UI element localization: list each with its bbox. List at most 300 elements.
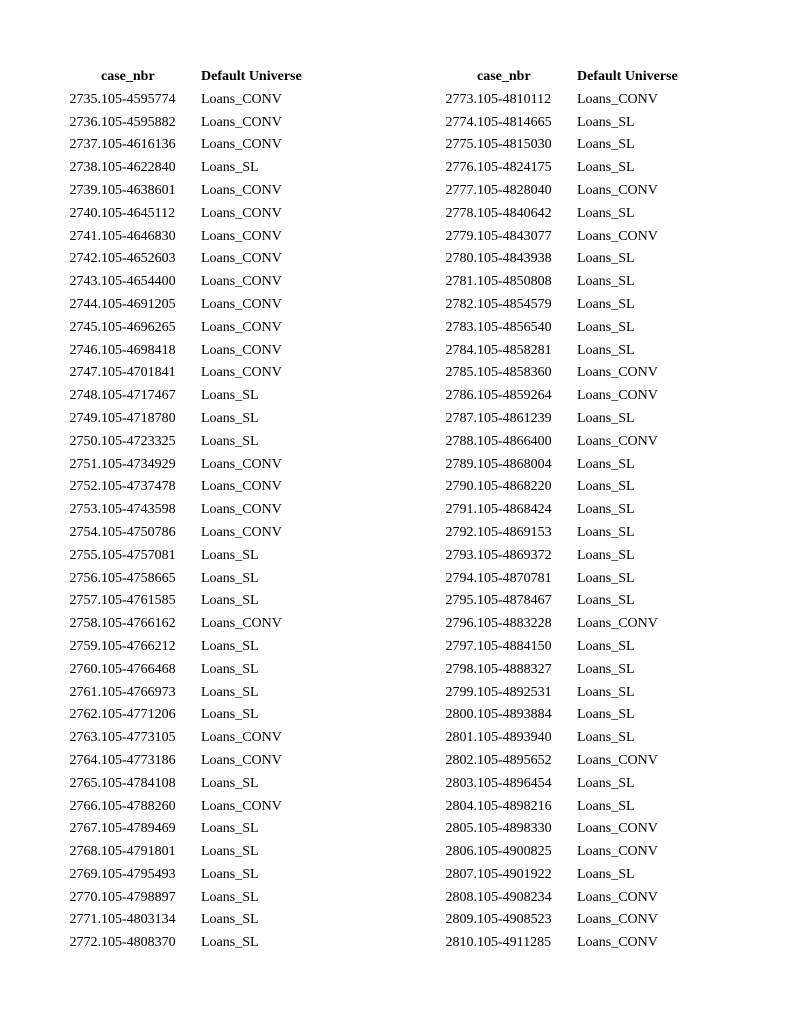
default-universe-cell: Loans_SL — [577, 205, 635, 221]
row-number: 2785. — [445, 365, 477, 381]
table-row — [431, 226, 757, 249]
row-number: 2761. — [69, 684, 101, 700]
default-universe-cell: Loans_SL — [201, 661, 259, 677]
table-row — [431, 112, 757, 135]
table-row — [55, 248, 381, 271]
default-universe-cell: Loans_SL — [577, 638, 635, 654]
case-nbr-cell: 105-4866400 — [477, 433, 552, 449]
default-universe-cell: Loans_CONV — [577, 388, 658, 404]
case-nbr-cell: 105-4734929 — [101, 456, 176, 472]
table-row — [55, 271, 381, 294]
table-row — [55, 157, 381, 180]
case-nbr-cell: 105-4766212 — [101, 638, 176, 654]
case-nbr-cell: 105-4718780 — [101, 410, 176, 426]
row-number: 2769. — [69, 866, 101, 882]
row-number: 2760. — [69, 661, 101, 677]
left-column — [55, 66, 381, 955]
case-nbr-cell: 105-4789469 — [101, 821, 176, 837]
table-row — [55, 590, 381, 613]
default-universe-cell: Loans_CONV — [577, 912, 658, 928]
case-nbr-header: case_nbr — [101, 69, 155, 84]
row-number: 2791. — [445, 502, 477, 518]
row-number: 2806. — [445, 844, 477, 860]
row-number: 2751. — [69, 456, 101, 472]
default-universe-cell: Loans_CONV — [577, 821, 658, 837]
row-number: 2802. — [445, 752, 477, 768]
row-number: 2794. — [445, 570, 477, 586]
default-universe-cell: Loans_CONV — [201, 205, 282, 221]
case-nbr-cell: 105-4888327 — [477, 661, 552, 677]
table-row — [55, 226, 381, 249]
table-row — [431, 796, 757, 819]
table-row — [55, 613, 381, 636]
table-row — [55, 317, 381, 340]
default-universe-cell: Loans_CONV — [201, 137, 282, 153]
case-nbr-cell: 105-4901922 — [477, 866, 552, 882]
row-number: 2754. — [69, 524, 101, 540]
table-row — [55, 408, 381, 431]
left-table-header — [55, 66, 381, 89]
row-number: 2772. — [69, 935, 101, 951]
row-number: 2798. — [445, 661, 477, 677]
row-number: 2795. — [445, 593, 477, 609]
row-number: 2767. — [69, 821, 101, 837]
default-universe-cell: Loans_SL — [201, 912, 259, 928]
default-universe-cell: Loans_SL — [577, 707, 635, 723]
table-row — [55, 385, 381, 408]
case-nbr-cell: 105-4900825 — [477, 844, 552, 860]
default-universe-cell: Loans_SL — [201, 388, 259, 404]
case-nbr-cell: 105-4892531 — [477, 684, 552, 700]
table-row — [431, 727, 757, 750]
default-universe-cell: Loans_CONV — [201, 274, 282, 290]
case-nbr-cell: 105-4723325 — [101, 433, 176, 449]
default-universe-cell: Loans_CONV — [201, 365, 282, 381]
default-universe-cell: Loans_CONV — [577, 182, 658, 198]
row-number: 2783. — [445, 319, 477, 335]
case-nbr-cell: 105-4766162 — [101, 616, 176, 632]
default-universe-cell: Loans_SL — [201, 570, 259, 586]
case-nbr-cell: 105-4868220 — [477, 479, 552, 495]
table-row — [431, 864, 757, 887]
table-row — [55, 750, 381, 773]
default-universe-cell: Loans_CONV — [577, 844, 658, 860]
case-nbr-cell: 105-4701841 — [101, 365, 176, 381]
default-universe-cell: Loans_CONV — [577, 616, 658, 632]
default-universe-cell: Loans_SL — [577, 342, 635, 358]
row-number: 2755. — [69, 547, 101, 563]
default-universe-cell: Loans_CONV — [577, 433, 658, 449]
table-row — [431, 613, 757, 636]
row-number: 2768. — [69, 844, 101, 860]
default-universe-cell: Loans_SL — [201, 684, 259, 700]
case-nbr-cell: 105-4808370 — [101, 935, 176, 951]
case-nbr-cell: 105-4868424 — [477, 502, 552, 518]
case-nbr-cell: 105-4854579 — [477, 296, 552, 312]
row-number: 2743. — [69, 274, 101, 290]
row-number: 2790. — [445, 479, 477, 495]
case-nbr-cell: 105-4788260 — [101, 798, 176, 814]
table-row — [55, 727, 381, 750]
case-nbr-cell: 105-4824175 — [477, 160, 552, 176]
row-number: 2810. — [445, 935, 477, 951]
table-row — [431, 568, 757, 591]
table-row — [55, 932, 381, 955]
row-number: 2781. — [445, 274, 477, 290]
case-nbr-cell: 105-4652603 — [101, 251, 176, 267]
table-row — [55, 659, 381, 682]
row-number: 2792. — [445, 524, 477, 540]
case-nbr-cell: 105-4893940 — [477, 730, 552, 746]
table-row — [431, 932, 757, 955]
row-number: 2771. — [69, 912, 101, 928]
case-nbr-cell: 105-4908234 — [477, 889, 552, 905]
default-universe-cell: Loans_SL — [577, 684, 635, 700]
default-universe-cell: Loans_SL — [201, 775, 259, 791]
table-row — [55, 522, 381, 545]
left-table — [55, 66, 381, 955]
right-column — [431, 66, 757, 955]
case-nbr-cell: 105-4622840 — [101, 160, 176, 176]
row-number: 2752. — [69, 479, 101, 495]
row-number: 2773. — [445, 91, 477, 107]
table-row — [55, 682, 381, 705]
table-row — [55, 180, 381, 203]
case-nbr-cell: 105-4791801 — [101, 844, 176, 860]
default-universe-cell: Loans_CONV — [577, 228, 658, 244]
table-row — [431, 887, 757, 910]
default-universe-cell: Loans_SL — [577, 502, 635, 518]
row-number: 2780. — [445, 251, 477, 267]
row-number: 2759. — [69, 638, 101, 654]
row-number-header — [55, 66, 101, 89]
right-table — [431, 66, 757, 955]
default-universe-cell: Loans_SL — [577, 296, 635, 312]
default-universe-cell: Loans_SL — [201, 160, 259, 176]
table-row — [431, 636, 757, 659]
row-number: 2777. — [445, 182, 477, 198]
row-number: 2807. — [445, 866, 477, 882]
row-number-header — [431, 66, 477, 89]
table-row — [55, 818, 381, 841]
default-universe-cell: Loans_SL — [577, 866, 635, 882]
case-nbr-cell: 105-4858360 — [477, 365, 552, 381]
table-row — [55, 454, 381, 477]
case-nbr-cell: 105-4911285 — [477, 935, 552, 951]
row-number: 2774. — [445, 114, 477, 130]
case-nbr-cell: 105-4893884 — [477, 707, 552, 723]
table-row — [431, 659, 757, 682]
case-nbr-cell: 105-4870781 — [477, 570, 552, 586]
case-nbr-cell: 105-4766468 — [101, 661, 176, 677]
default-universe-cell: Loans_SL — [201, 889, 259, 905]
case-nbr-cell: 105-4773105 — [101, 730, 176, 746]
default-universe-cell: Loans_SL — [201, 547, 259, 563]
case-nbr-cell: 105-4743598 — [101, 502, 176, 518]
table-row — [55, 499, 381, 522]
case-nbr-cell: 105-4646830 — [101, 228, 176, 244]
case-nbr-cell: 105-4696265 — [101, 319, 176, 335]
row-number: 2741. — [69, 228, 101, 244]
case-nbr-cell: 105-4784108 — [101, 775, 176, 791]
case-nbr-cell: 105-4868004 — [477, 456, 552, 472]
default-universe-header: Default Universe — [201, 69, 302, 84]
case-nbr-cell: 105-4771206 — [101, 707, 176, 723]
case-nbr-cell: 105-4645112 — [101, 205, 176, 221]
case-nbr-cell: 105-4757081 — [101, 547, 176, 563]
default-universe-cell: Loans_SL — [577, 524, 635, 540]
table-row — [431, 773, 757, 796]
default-universe-cell: Loans_SL — [201, 638, 259, 654]
case-nbr-cell: 105-4810112 — [477, 91, 552, 107]
row-number: 2750. — [69, 433, 101, 449]
row-number: 2809. — [445, 912, 477, 928]
table-row — [431, 431, 757, 454]
table-row — [431, 682, 757, 705]
default-universe-cell: Loans_CONV — [201, 228, 282, 244]
case-nbr-cell: 105-4717467 — [101, 388, 176, 404]
table-row — [431, 408, 757, 431]
case-nbr-cell: 105-4616136 — [101, 137, 176, 153]
case-nbr-cell: 105-4896454 — [477, 775, 552, 791]
case-nbr-cell: 105-4843938 — [477, 251, 552, 267]
row-number: 2753. — [69, 502, 101, 518]
row-number: 2797. — [445, 638, 477, 654]
default-universe-cell: Loans_CONV — [577, 889, 658, 905]
case-nbr-cell: 105-4595882 — [101, 114, 176, 130]
default-universe-cell: Loans_SL — [201, 866, 259, 882]
case-nbr-cell: 105-4840642 — [477, 205, 552, 221]
row-number: 2742. — [69, 251, 101, 267]
table-row — [431, 271, 757, 294]
row-number: 2805. — [445, 821, 477, 837]
table-row — [55, 203, 381, 226]
row-number: 2770. — [69, 889, 101, 905]
row-number: 2738. — [69, 160, 101, 176]
table-row — [431, 89, 757, 112]
case-nbr-cell: 105-4883228 — [477, 616, 552, 632]
default-universe-cell: Loans_CONV — [201, 730, 282, 746]
default-universe-cell: Loans_SL — [577, 319, 635, 335]
default-universe-cell: Loans_CONV — [201, 502, 282, 518]
case-nbr-cell: 105-4691205 — [101, 296, 176, 312]
row-number: 2804. — [445, 798, 477, 814]
row-number: 2782. — [445, 296, 477, 312]
case-nbr-cell: 105-4884150 — [477, 638, 552, 654]
row-number: 2765. — [69, 775, 101, 791]
default-universe-cell: Loans_SL — [577, 570, 635, 586]
row-number: 2786. — [445, 388, 477, 404]
default-universe-cell: Loans_CONV — [201, 91, 282, 107]
table-row — [55, 431, 381, 454]
row-number: 2737. — [69, 137, 101, 153]
default-universe-cell: Loans_CONV — [201, 798, 282, 814]
row-number: 2744. — [69, 296, 101, 312]
case-nbr-cell: 105-4869372 — [477, 547, 552, 563]
default-universe-cell: Loans_CONV — [201, 251, 282, 267]
table-row — [431, 545, 757, 568]
table-row — [431, 818, 757, 841]
default-universe-cell: Loans_SL — [577, 661, 635, 677]
table-row — [55, 568, 381, 591]
row-number: 2776. — [445, 160, 477, 176]
table-row — [431, 203, 757, 226]
table-row — [55, 545, 381, 568]
table-row — [431, 362, 757, 385]
default-universe-cell: Loans_CONV — [201, 114, 282, 130]
row-number: 2739. — [69, 182, 101, 198]
case-nbr-cell: 105-4750786 — [101, 524, 176, 540]
row-number: 2796. — [445, 616, 477, 632]
case-nbr-cell: 105-4898330 — [477, 821, 552, 837]
default-universe-cell: Loans_SL — [201, 593, 259, 609]
default-universe-cell: Loans_SL — [577, 251, 635, 267]
default-universe-cell: Loans_CONV — [201, 319, 282, 335]
table-row — [55, 294, 381, 317]
table-row — [55, 340, 381, 363]
row-number: 2787. — [445, 410, 477, 426]
default-universe-cell: Loans_CONV — [577, 91, 658, 107]
table-row — [431, 317, 757, 340]
table-row — [431, 157, 757, 180]
row-number: 2789. — [445, 456, 477, 472]
row-number: 2735. — [69, 91, 101, 107]
default-universe-cell: Loans_SL — [577, 114, 635, 130]
default-universe-cell: Loans_SL — [577, 798, 635, 814]
table-row — [55, 636, 381, 659]
row-number: 2800. — [445, 707, 477, 723]
default-universe-cell: Loans_SL — [577, 137, 635, 153]
default-universe-cell: Loans_SL — [201, 844, 259, 860]
default-universe-cell: Loans_SL — [577, 160, 635, 176]
case-nbr-cell: 105-4795493 — [101, 866, 176, 882]
default-universe-header: Default Universe — [577, 69, 678, 84]
table-row — [55, 704, 381, 727]
table-row — [431, 841, 757, 864]
table-row — [431, 499, 757, 522]
case-nbr-cell: 105-4766973 — [101, 684, 176, 700]
row-number: 2801. — [445, 730, 477, 746]
case-nbr-cell: 105-4758665 — [101, 570, 176, 586]
case-nbr-cell: 105-4861239 — [477, 410, 552, 426]
case-nbr-cell: 105-4761585 — [101, 593, 176, 609]
table-row — [431, 750, 757, 773]
row-number: 2766. — [69, 798, 101, 814]
default-universe-cell: Loans_SL — [201, 410, 259, 426]
case-nbr-cell: 105-4814665 — [477, 114, 552, 130]
table-row — [431, 454, 757, 477]
default-universe-cell: Loans_CONV — [577, 752, 658, 768]
case-nbr-cell: 105-4798897 — [101, 889, 176, 905]
row-number: 2803. — [445, 775, 477, 791]
case-nbr-cell: 105-4850808 — [477, 274, 552, 290]
table-row — [431, 340, 757, 363]
case-nbr-cell: 105-4828040 — [477, 182, 552, 198]
table-row — [431, 590, 757, 613]
default-universe-cell: Loans_SL — [201, 821, 259, 837]
case-nbr-cell: 105-4908523 — [477, 912, 552, 928]
default-universe-cell: Loans_CONV — [201, 752, 282, 768]
row-number: 2740. — [69, 205, 101, 221]
right-table-header — [431, 66, 757, 89]
default-universe-cell: Loans_SL — [577, 593, 635, 609]
table-row — [55, 362, 381, 385]
row-number: 2764. — [69, 752, 101, 768]
case-nbr-header: case_nbr — [477, 69, 531, 84]
table-row — [431, 476, 757, 499]
table-row — [55, 864, 381, 887]
table-row — [431, 385, 757, 408]
case-nbr-cell: 105-4595774 — [101, 91, 176, 107]
table-row — [431, 134, 757, 157]
row-number: 2778. — [445, 205, 477, 221]
case-nbr-cell: 105-4737478 — [101, 479, 176, 495]
table-row — [55, 89, 381, 112]
case-nbr-cell: 105-4898216 — [477, 798, 552, 814]
table-row — [431, 180, 757, 203]
default-universe-cell: Loans_SL — [577, 547, 635, 563]
row-number: 2745. — [69, 319, 101, 335]
left-table-body — [55, 89, 381, 955]
row-number: 2779. — [445, 228, 477, 244]
case-nbr-cell: 105-4895652 — [477, 752, 552, 768]
case-nbr-cell: 105-4859264 — [477, 388, 552, 404]
row-number: 2758. — [69, 616, 101, 632]
case-nbr-cell: 105-4869153 — [477, 524, 552, 540]
row-number: 2775. — [445, 137, 477, 153]
row-number: 2799. — [445, 684, 477, 700]
table-row — [431, 248, 757, 271]
row-number: 2757. — [69, 593, 101, 609]
row-number: 2748. — [69, 388, 101, 404]
default-universe-cell: Loans_SL — [577, 479, 635, 495]
default-universe-cell: Loans_SL — [577, 775, 635, 791]
default-universe-cell: Loans_SL — [201, 707, 259, 723]
default-universe-cell: Loans_CONV — [201, 456, 282, 472]
default-universe-cell: Loans_CONV — [201, 296, 282, 312]
row-number: 2762. — [69, 707, 101, 723]
case-nbr-cell: 105-4815030 — [477, 137, 552, 153]
row-number: 2784. — [445, 342, 477, 358]
default-universe-cell: Loans_CONV — [201, 524, 282, 540]
header-row — [431, 66, 757, 89]
table-row — [55, 134, 381, 157]
case-nbr-cell: 105-4878467 — [477, 593, 552, 609]
table-row — [431, 522, 757, 545]
default-universe-cell: Loans_CONV — [201, 479, 282, 495]
row-number: 2808. — [445, 889, 477, 905]
default-universe-cell: Loans_CONV — [201, 182, 282, 198]
default-universe-cell: Loans_SL — [577, 274, 635, 290]
table-row — [55, 887, 381, 910]
default-universe-cell: Loans_CONV — [577, 935, 658, 951]
default-universe-cell: Loans_CONV — [201, 342, 282, 358]
default-universe-cell: Loans_SL — [577, 410, 635, 426]
row-number: 2788. — [445, 433, 477, 449]
row-number: 2763. — [69, 730, 101, 746]
default-universe-cell: Loans_SL — [201, 935, 259, 951]
row-number: 2747. — [69, 365, 101, 381]
right-table-body — [431, 89, 757, 955]
table-row — [431, 704, 757, 727]
row-number: 2749. — [69, 410, 101, 426]
row-number: 2736. — [69, 114, 101, 130]
default-universe-cell: Loans_CONV — [577, 365, 658, 381]
case-nbr-cell: 105-4856540 — [477, 319, 552, 335]
case-nbr-cell: 105-4698418 — [101, 342, 176, 358]
default-universe-cell: Loans_CONV — [201, 616, 282, 632]
row-number: 2793. — [445, 547, 477, 563]
